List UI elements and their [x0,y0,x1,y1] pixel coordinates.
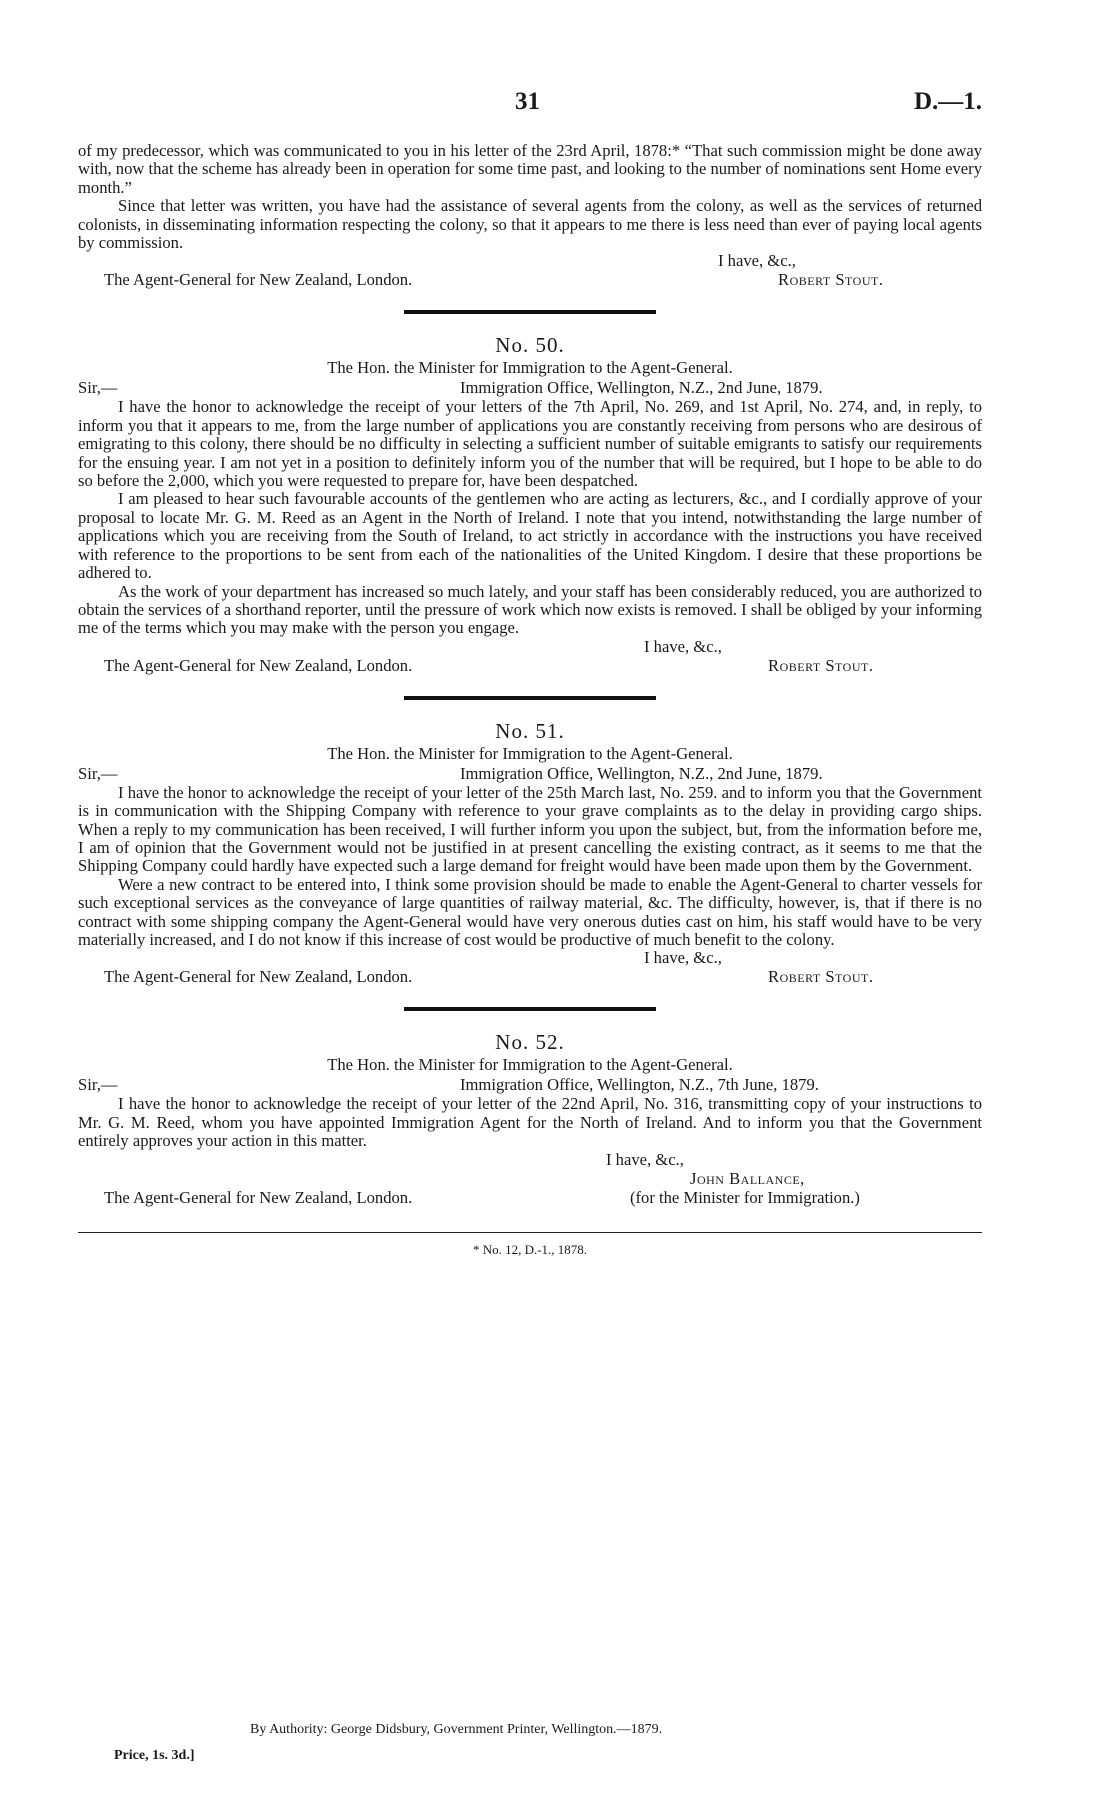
salutation-row [78,379,982,398]
document-code: D.—1. [913,88,982,115]
paragraph: Since that letter was written, you have had the assistance of several agents from the colony, as well as the services of returned colonists, in disseminating information respecting the colony, so that it appears to me there is less need than ever of paying local agents by commission. [78,196,982,253]
paragraph: I am pleased to hear such favourable accounts of the gentlemen who are acting as lecturers, &c., and I cordially approve of your proposal to locate Mr. G. M. Reed as an Agent in the North of Ireland. I note that you intend, notwithstanding the large number of applications which you are receiving from the South of Ireland, to act strictly in accordance with the instructions you have received with reference to the proportions to be sent from each of the nationalities of the United Kingdom. I desire that these proportions be adhered to. [78,489,982,583]
letter-50 [78,310,982,675]
letter-number: No. 52. [495,1030,565,1055]
place-date: Immigration Office, Wellington, N.Z., 2nd June, 1879. [460,763,823,783]
paragraph: As the work of your department has increased so much lately, and your staff has been considerably reduced, you are authorized to obtain the services of a shorthand reporter, until the pressure of work which now exists is removed. I shall be obliged by your informing me of the terms which you may make with the person you engage. [78,581,982,638]
salutation: Sir,— [78,378,118,398]
addressee: The Agent-General for New Zealand, London. [104,270,413,290]
closing-row [78,949,982,968]
closing-row [78,252,982,271]
closing: I have, &c., [718,251,796,271]
salutation-row [78,1076,982,1095]
place-date: Immigration Office, Wellington, N.Z., 7th June, 1879. [460,1075,819,1095]
closing: I have, &c., [644,636,722,656]
printer-imprint: By Authority: George Didsbury, Government Printer, Wellington.—1879. [250,1722,663,1737]
letter-51 [78,696,982,988]
paragraph: I have the honor to acknowledge the receipt of your letter of the 22nd April, No. 316, transmitting copy of your instructions to Mr. G. M. Reed, whom you have appointed Immigration Agent for the North of Ireland. And to inform you that the Government entirely approves your action in this matter. [78,1094,982,1151]
section-divider [404,1007,656,1011]
footnote: * No. 12, D.-1., 1878. [472,1241,588,1257]
addressee: The Agent-General for New Zealand, London. [104,1187,413,1207]
closing: I have, &c., [606,1149,684,1169]
signature: Robert Stout. [768,655,874,675]
salutation: Sir,— [78,1075,118,1095]
addressee-row [78,657,982,676]
salutation: Sir,— [78,763,118,783]
addressee: The Agent-General for New Zealand, London. [104,967,413,987]
addressee: The Agent-General for New Zealand, London. [104,655,413,675]
paragraph: Were a new contract to be entered into, I think some provision should be made to enable the Agent-General to charter vessels for such exceptional services as the conveyance of large quantities of railway material, &c. The difficulty, however, is, that if there is no contract with some shipping company the Agent-General would have very onerous duties cast on him, his staff would have to be very materially increased, and I do not know if this increase of cost would be productive of much benefit to the colony. [78,874,982,949]
letter-continuation [78,142,982,290]
signature-row [78,1170,982,1189]
letter-headline: The Hon. the Minister for Immigration to the Agent-General. [327,1055,733,1075]
page-header [0,88,1114,118]
salutation-row [78,765,982,784]
signature: Robert Stout. [778,270,884,290]
letter-headline: The Hon. the Minister for Immigration to the Agent-General. [327,743,733,763]
signature: Robert Stout. [768,967,874,987]
place-date: Immigration Office, Wellington, N.Z., 2nd June, 1879. [460,378,823,398]
paragraph: I have the honor to acknowledge the receipt of your letters of the 7th April, No. 269, and 1st April, No. 274, and, in reply, to inform you that it appears to me, from the large number of applications you are constantly receiving from persons who are desirous of emigrating to this colony, there should be no difficulty in selecting a sufficient number of suitable emigrants to satisfy our requirements for the ensuing year. I am not yet in a position to definitely inform you of the number that will be required, but I hope to be able to do so before the 2,000, which you were requested to prepare for, have been despatched. [78,397,982,491]
closing-row [78,1151,982,1170]
section-divider [404,310,656,314]
closing: I have, &c., [644,948,722,968]
addressee-row [78,1189,982,1208]
signature: John Ballance, [690,1168,805,1188]
section-divider [404,696,656,700]
footnote-divider [78,1232,982,1233]
addressee-row [78,271,982,290]
paragraph: I have the honor to acknowledge the receipt of your letter of the 25th March last, No. 259. and to inform you that the Government is in communication with the Shipping Company with reference to your grave complaints as to the delay in providing cargo ships. When a reply to my communication has been received, I will further inform you upon the subject, but, from the information before me, I am of opinion that the Government would not be justified in at present cancelling the existing contract, as it seems to me that the Shipping Company could hardly have expected such a large demand for freight would have been made upon them by the Government. [78,782,982,876]
page-number: 31 [515,88,540,115]
price-label: Price, 1s. 3d.] [114,1748,195,1763]
letter-52 [78,1007,982,1207]
letter-headline: The Hon. the Minister for Immigration to the Agent-General. [327,358,733,378]
paragraph: of my predecessor, which was communicated to you in his letter of the 23rd April, 1878:* “That such commission might be done away with, now that the scheme has already been in operation for some time past, and looking to the number of nominations sent Home every month.” [78,141,982,197]
letter-number: No. 50. [495,333,565,358]
addressee-row [78,968,982,987]
closing-row [78,638,982,657]
document-body [78,142,982,1258]
letter-number: No. 51. [495,718,565,743]
signature-note: (for the Minister for Immigration.) [630,1187,860,1207]
